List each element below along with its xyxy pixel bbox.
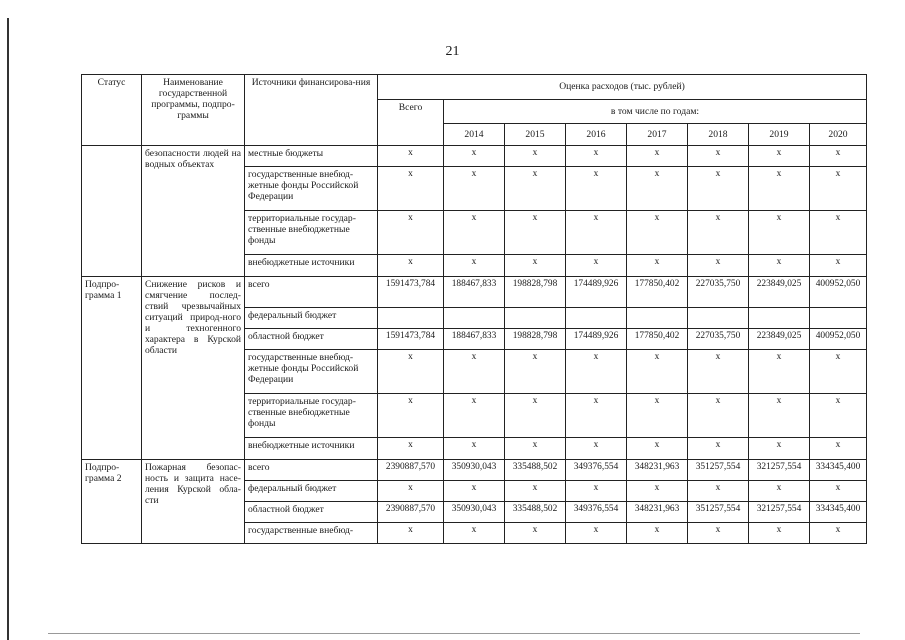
year-value-cell: x [444,167,505,211]
funding-source-cell: федеральный бюджет [245,481,378,502]
year-value-cell: x [505,523,566,544]
year-value-cell: 335488,502 [505,502,566,523]
year-value-cell: x [810,146,867,167]
year-value-cell [688,308,749,329]
table-body [82,146,867,544]
year-value-cell [505,308,566,329]
year-value-cell: 334345,400 [810,502,867,523]
year-value-cell: 350930,043 [444,502,505,523]
year-value-cell: x [627,481,688,502]
year-value-cell: 174489,926 [566,277,627,308]
year-value-cell: x [627,523,688,544]
funding-source-cell: областной бюджет [245,329,378,350]
year-value-cell: 174489,926 [566,329,627,350]
year-value-cell: x [749,438,810,460]
program-name-cell: Пожарная безопас-ность и защита насе-ления Курской обла-сти [142,460,245,544]
funding-source-cell: местные бюджеты [245,146,378,167]
year-value-cell: x [749,146,810,167]
year-value-cell: x [627,350,688,394]
year-value-cell: x [566,438,627,460]
year-value-cell: x [627,211,688,255]
year-value-cell: x [505,438,566,460]
header-year: 2019 [749,124,810,146]
year-value-cell: x [444,481,505,502]
year-value-cell: x [810,211,867,255]
year-value-cell: x [505,167,566,211]
year-value-cell: x [444,350,505,394]
header-by-years: в том числе по годам: [444,100,867,124]
year-value-cell [749,308,810,329]
year-value-cell: x [566,523,627,544]
header-year: 2020 [810,124,867,146]
year-value-cell: x [749,350,810,394]
year-value-cell: 335488,502 [505,460,566,481]
program-name-cell: безопасности людей на водных объектах [142,146,245,277]
table-row [82,146,867,167]
year-value-cell: x [627,394,688,438]
year-value-cell: 349376,554 [566,460,627,481]
funding-source-cell: территориальные государ-ственные внебюджетные фонды [245,211,378,255]
year-value-cell: x [627,167,688,211]
table-row [82,460,867,481]
total-value-cell: 2390887,570 [378,460,444,481]
year-value-cell: x [444,523,505,544]
year-value-cell: x [566,394,627,438]
year-value-cell [566,308,627,329]
header-year: 2015 [505,124,566,146]
year-value-cell: x [627,438,688,460]
year-value-cell: x [444,255,505,277]
year-value-cell: 351257,554 [688,502,749,523]
total-value-cell: x [378,167,444,211]
year-value-cell: 400952,050 [810,277,867,308]
year-value-cell: x [688,350,749,394]
year-value-cell: x [810,438,867,460]
year-value-cell: x [688,255,749,277]
year-value-cell: x [444,211,505,255]
header-year: 2014 [444,124,505,146]
funding-source-cell: внебюджетные источники [245,255,378,277]
year-value-cell: x [688,146,749,167]
year-value-cell [810,308,867,329]
total-value-cell: x [378,255,444,277]
year-value-cell: x [749,167,810,211]
year-value-cell: 198828,798 [505,277,566,308]
status-cell [82,146,142,277]
table-row [82,277,867,308]
header-name: Наименование государственной программы, подпро-граммы [142,75,245,146]
year-value-cell: 349376,554 [566,502,627,523]
page-number: 21 [445,44,460,59]
bottom-rule [48,633,860,634]
year-value-cell: x [810,481,867,502]
expenses-table [81,74,867,544]
year-value-cell: 348231,963 [627,460,688,481]
year-value-cell: x [688,211,749,255]
year-value-cell: x [688,167,749,211]
funding-source-cell: федеральный бюджет [245,308,378,329]
year-value-cell: 400952,050 [810,329,867,350]
year-value-cell: x [505,481,566,502]
year-value-cell: x [749,255,810,277]
total-value-cell: 1591473,784 [378,329,444,350]
year-value-cell: 177850,402 [627,329,688,350]
header-estimate: Оценка расходов (тыс. рублей) [378,75,867,100]
program-name-cell: Снижение рисков и смягчение послед-ствий чрезвычайных ситуаций природ-ного и техногенного характера в Курской области [142,277,245,460]
year-value-cell: x [505,255,566,277]
status-cell: Подпро-грамма 2 [82,460,142,544]
year-value-cell: 348231,963 [627,502,688,523]
year-value-cell: x [627,146,688,167]
status-cell: Подпро-грамма 1 [82,277,142,460]
funding-source-cell: внебюджетные источники [245,438,378,460]
year-value-cell: x [566,146,627,167]
left-margin-rule [7,18,9,640]
year-value-cell: x [810,167,867,211]
year-value-cell: x [505,211,566,255]
total-value-cell: 2390887,570 [378,502,444,523]
funding-source-cell: всего [245,277,378,308]
funding-source-cell: государственные внебюд-жетные фонды Российской Федерации [245,350,378,394]
year-value-cell: x [688,523,749,544]
total-value-cell: x [378,146,444,167]
year-value-cell: x [688,438,749,460]
year-value-cell: x [810,255,867,277]
year-value-cell: 223849,025 [749,277,810,308]
year-value-cell: x [688,394,749,438]
year-value-cell: 223849,025 [749,329,810,350]
year-value-cell [627,308,688,329]
header-total: Всего [378,100,444,146]
total-value-cell: x [378,394,444,438]
year-value-cell: x [749,211,810,255]
total-value-cell [378,308,444,329]
year-value-cell: x [810,350,867,394]
total-value-cell: x [378,211,444,255]
year-value-cell: 188467,833 [444,277,505,308]
year-value-cell: x [505,394,566,438]
year-value-cell: 351257,554 [688,460,749,481]
total-value-cell: x [378,438,444,460]
year-value-cell: x [749,523,810,544]
year-value-cell: 227035,750 [688,277,749,308]
header-year: 2017 [627,124,688,146]
year-value-cell: x [810,523,867,544]
year-value-cell [444,308,505,329]
total-value-cell: x [378,350,444,394]
header-status: Статус [82,75,142,146]
year-value-cell: 334345,400 [810,460,867,481]
year-value-cell: x [566,167,627,211]
year-value-cell: x [444,394,505,438]
year-value-cell: x [810,394,867,438]
year-value-cell: 321257,554 [749,502,810,523]
year-value-cell: x [749,481,810,502]
header-year: 2016 [566,124,627,146]
total-value-cell: x [378,481,444,502]
year-value-cell: 350930,043 [444,460,505,481]
funding-source-cell: областной бюджет [245,502,378,523]
year-value-cell: x [505,350,566,394]
funding-source-cell: территориальные государ-ственные внебюджетные фонды [245,394,378,438]
funding-source-cell: государственные внебюд- [245,523,378,544]
year-value-cell: 188467,833 [444,329,505,350]
funding-source-cell: всего [245,460,378,481]
year-value-cell: 321257,554 [749,460,810,481]
year-value-cell: x [566,481,627,502]
total-value-cell: 1591473,784 [378,277,444,308]
year-value-cell: 177850,402 [627,277,688,308]
total-value-cell: x [378,523,444,544]
header-sources: Источники финансирова-ния [245,75,378,146]
year-value-cell: x [444,146,505,167]
funding-source-cell: государственные внебюд-жетные фонды Российской Федерации [245,167,378,211]
year-value-cell: x [444,438,505,460]
year-value-cell: x [566,350,627,394]
table-header [82,75,867,146]
year-value-cell: x [627,255,688,277]
year-value-cell: x [688,481,749,502]
year-value-cell: x [566,211,627,255]
header-year: 2018 [688,124,749,146]
year-value-cell: x [505,146,566,167]
year-value-cell: x [566,255,627,277]
year-value-cell: 227035,750 [688,329,749,350]
year-value-cell: x [749,394,810,438]
year-value-cell: 198828,798 [505,329,566,350]
